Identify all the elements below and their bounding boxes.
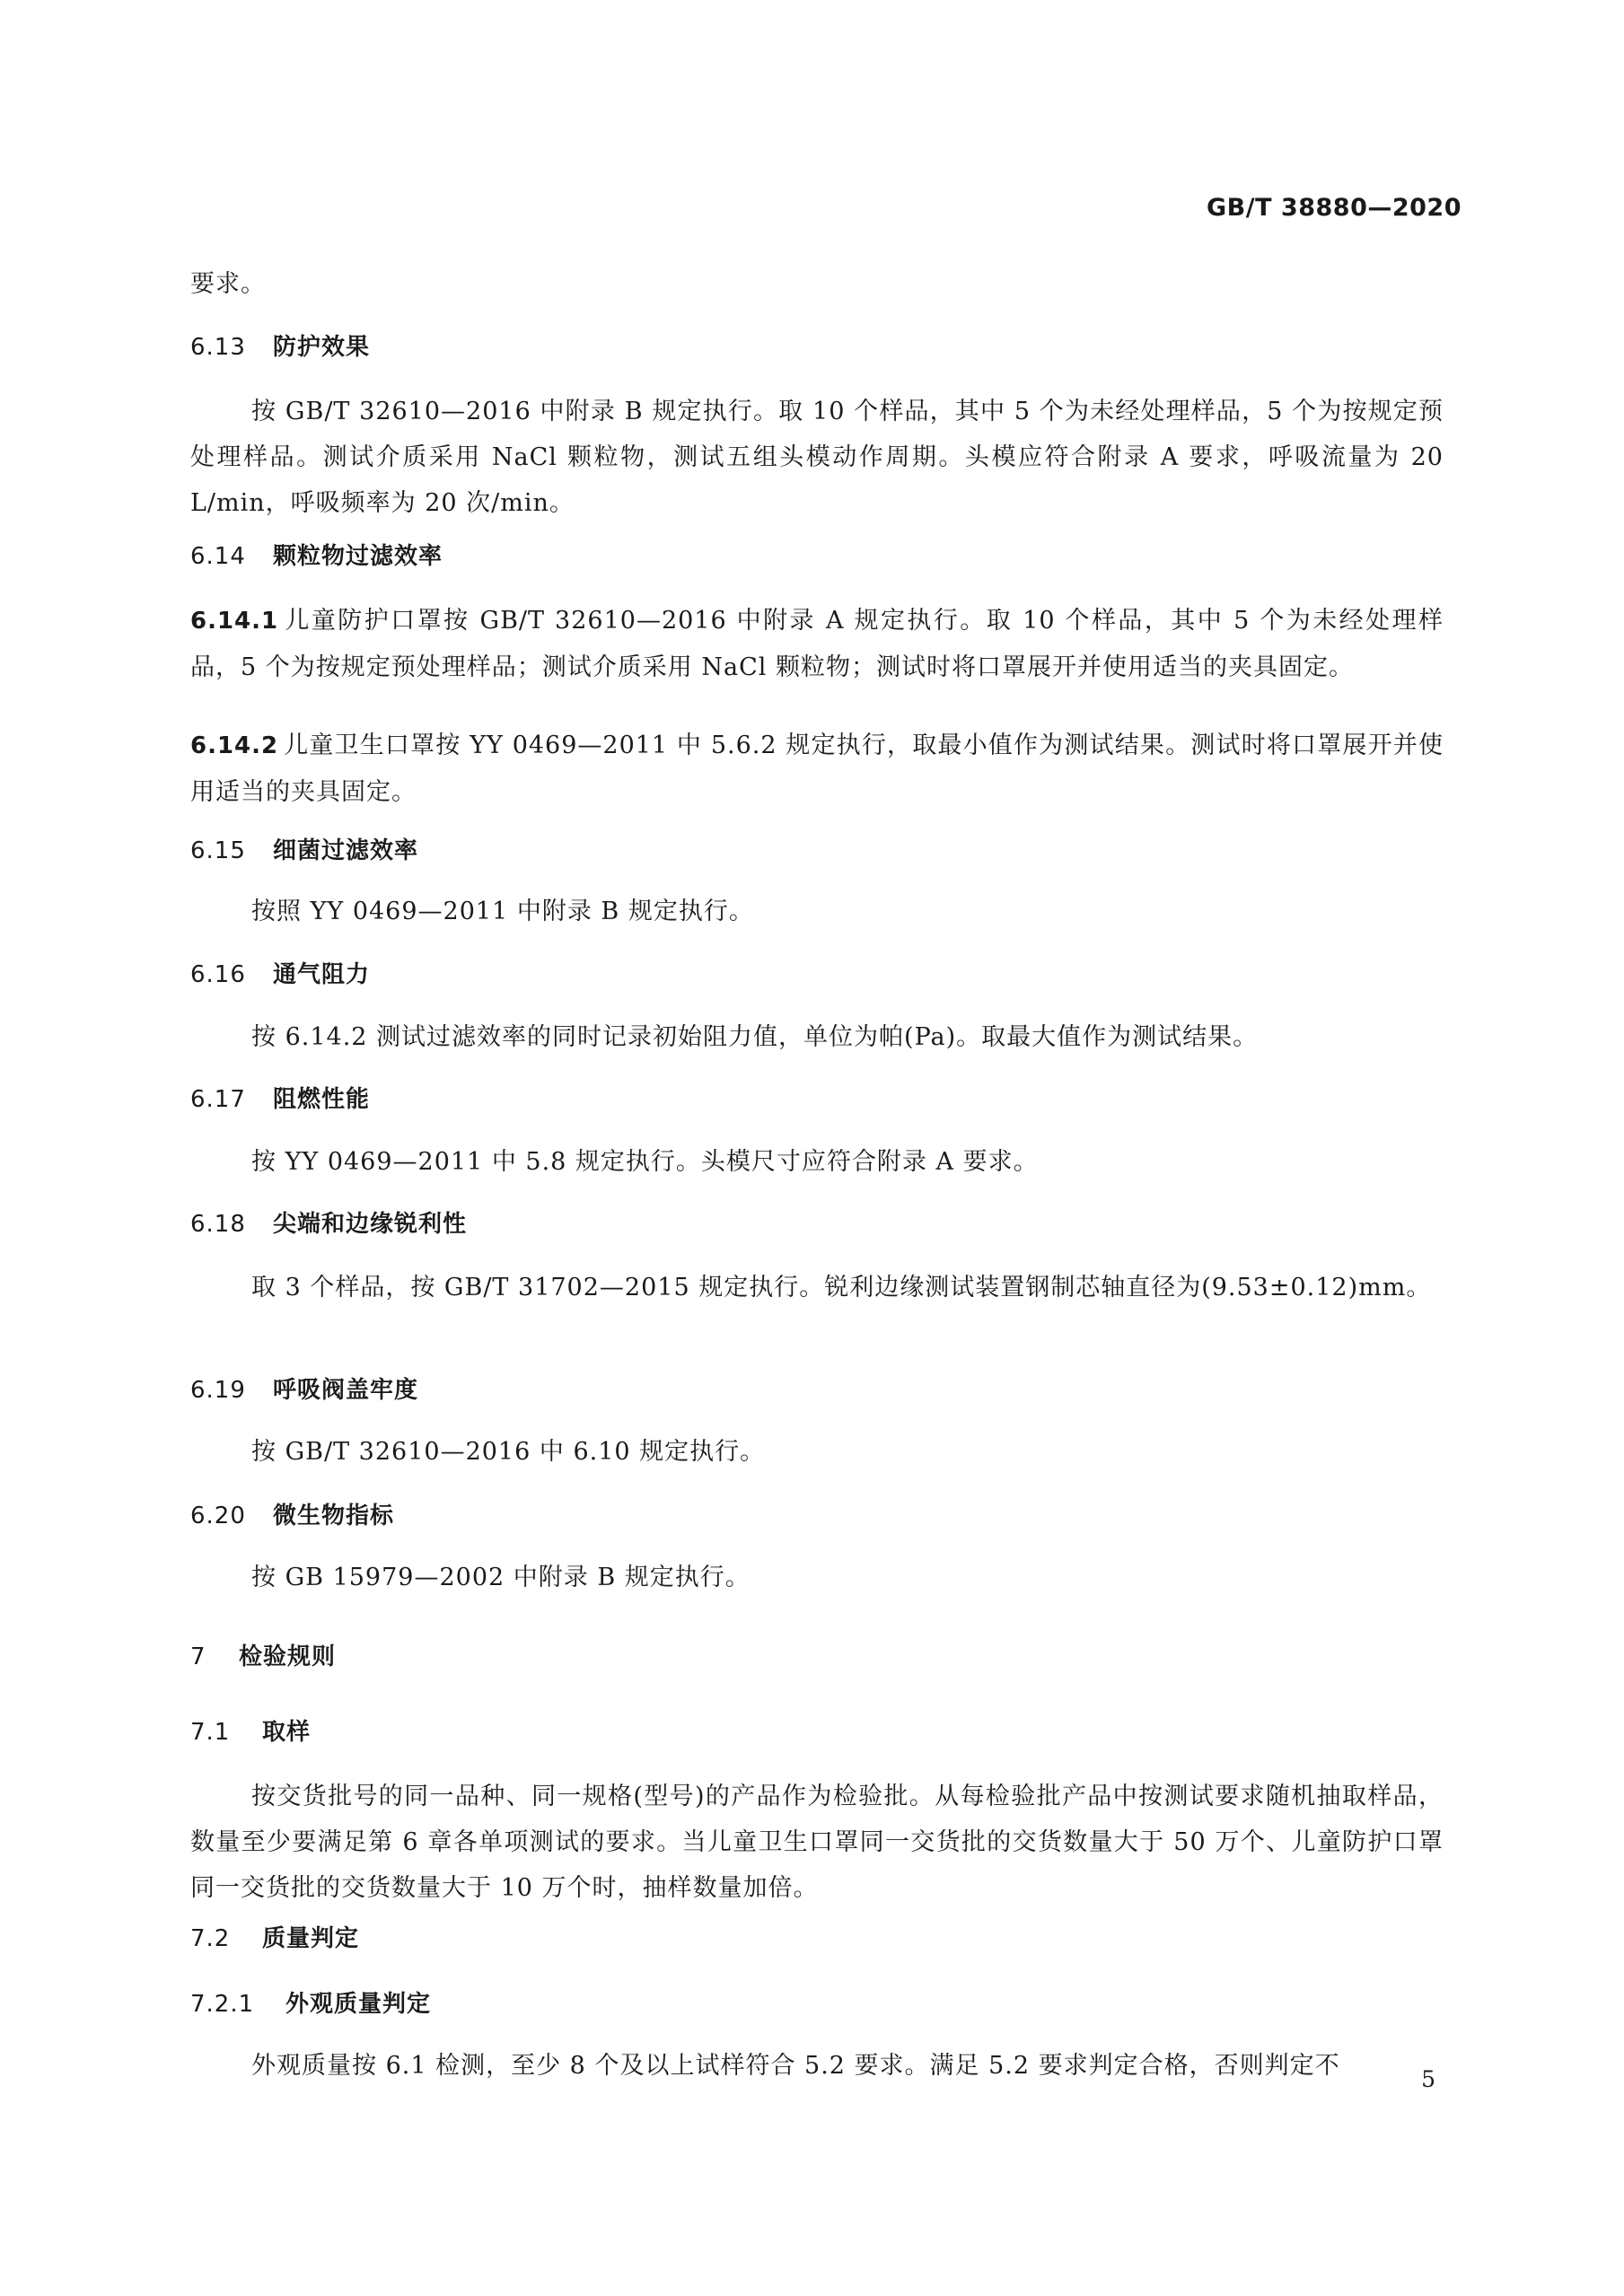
section-title: 微生物指标 <box>273 1503 395 1529</box>
section-title: 尖端和边缘锐利性 <box>273 1211 468 1238</box>
paragraph-6-16: 按 6.14.2 测试过滤效率的同时记录初始阻力值，单位为帕(Pa)。取最大值作为测试结果。 <box>251 1023 1259 1051</box>
section-title: 通气阻力 <box>273 961 371 988</box>
clause-text: 儿童防护口罩按 GB/T 32610—2016 中附录 A 规定执行。取 10 个样品，其中 5 个为未经处理样品，5 个为按规定预处理样品；测试介质采用 NaCl 颗粒物；测试时将口罩展开并使用适当的夹具固定。 <box>190 607 1444 681</box>
paragraph-7-2-1: 外观质量按 6.1 检测，至少 8 个及以上试样符合 5.2 要求。满足 5.2 要求判定合格，否则判定不 <box>251 2052 1340 2080</box>
section-title: 细菌过滤效率 <box>273 837 419 864</box>
section-number: 7.2 <box>190 1925 231 1952</box>
clause-text: 儿童卫生口罩按 YY 0469—2011 中 5.6.2 规定执行，取最小值作为测试结果。测试时将口罩展开并使用适当的夹具固定。 <box>190 732 1444 806</box>
paragraph-6-13: 按 GB/T 32610—2016 中附录 B 规定执行。取 10 个样品，其中 5 个为未经处理样品，5 个为按规定预处理样品。测试介质采用 NaCl 颗粒物，测试五组头模动作周期。头模应符合附录 A 要求，呼吸流量为 20 L/min，呼吸频率为 20 次/min。 <box>190 398 1444 517</box>
section-number: 6.18 <box>190 1211 246 1238</box>
section-heading-7-2-1 <box>190 1986 431 2022</box>
section-title: 呼吸阀盖牢度 <box>273 1377 419 1404</box>
section-number: 7.1 <box>190 1719 231 1746</box>
section-number: 6.19 <box>190 1377 246 1404</box>
chapter-number: 7 <box>190 1643 206 1670</box>
section-heading-6-18 <box>190 1206 467 1242</box>
section-number: 6.20 <box>190 1503 246 1529</box>
clause-6-14-1 <box>190 598 1444 690</box>
section-number: 6.14 <box>190 543 246 570</box>
section-heading-7-2 <box>190 1921 359 1957</box>
paragraph-6-18: 取 3 个样品，按 GB/T 31702—2015 规定执行。锐利边缘测试装置钢制芯轴直径为(9.53±0.12)mm。 <box>251 1274 1432 1301</box>
section-title: 外观质量判定 <box>285 1991 432 2018</box>
section-title: 防护效果 <box>273 334 371 361</box>
section-heading-6-15 <box>190 833 418 869</box>
section-heading-6-13 <box>190 329 370 365</box>
paragraph-7-1: 按交货批号的同一品种、同一规格(型号)的产品作为检验批。从每检验批产品中按测试要求随机抽取样品，数量至少要满足第 6 章各单项测试的要求。当儿童卫生口罩同一交货批的交货数量大于 50 万个、儿童防护口罩同一交货批的交货数量大于 10 万个时，抽样数量加倍。 <box>190 1783 1444 1902</box>
section-heading-6-14 <box>190 539 443 574</box>
paragraph-6-17: 按 YY 0469—2011 中 5.8 规定执行。头模尺寸应符合附录 A 要求。 <box>251 1148 1039 1176</box>
chapter-title: 检验规则 <box>239 1643 337 1670</box>
section-number: 6.16 <box>190 961 246 988</box>
section-number: 6.17 <box>190 1086 246 1113</box>
section-heading-6-17 <box>190 1082 370 1117</box>
section-title: 取样 <box>262 1719 312 1746</box>
section-title: 颗粒物过滤效率 <box>273 543 443 570</box>
section-title: 质量判定 <box>262 1925 360 1952</box>
paragraph-6-20: 按 GB 15979—2002 中附录 B 规定执行。 <box>251 1564 751 1591</box>
section-number: 6.13 <box>190 334 246 361</box>
section-heading-6-19 <box>190 1372 418 1408</box>
continuation-text: 要求。 <box>190 270 266 298</box>
section-number: 6.15 <box>190 837 246 864</box>
clause-6-14-2 <box>190 723 1444 815</box>
section-heading-7-1 <box>190 1714 311 1750</box>
section-number: 7.2.1 <box>190 1991 255 2018</box>
standard-number: GB/T 38880—2020 <box>1207 194 1462 222</box>
section-heading-6-16 <box>190 957 370 993</box>
chapter-heading-7 <box>190 1639 336 1675</box>
section-heading-6-20 <box>190 1498 394 1534</box>
section-title: 阻燃性能 <box>273 1086 371 1113</box>
clause-number: 6.14.2 <box>190 732 279 759</box>
page-number: 5 <box>1421 2066 1435 2092</box>
paragraph-6-15: 按照 YY 0469—2011 中附录 B 规定执行。 <box>251 898 754 925</box>
paragraph-6-19: 按 GB/T 32610—2016 中 6.10 规定执行。 <box>251 1438 766 1466</box>
clause-number: 6.14.1 <box>190 608 279 635</box>
